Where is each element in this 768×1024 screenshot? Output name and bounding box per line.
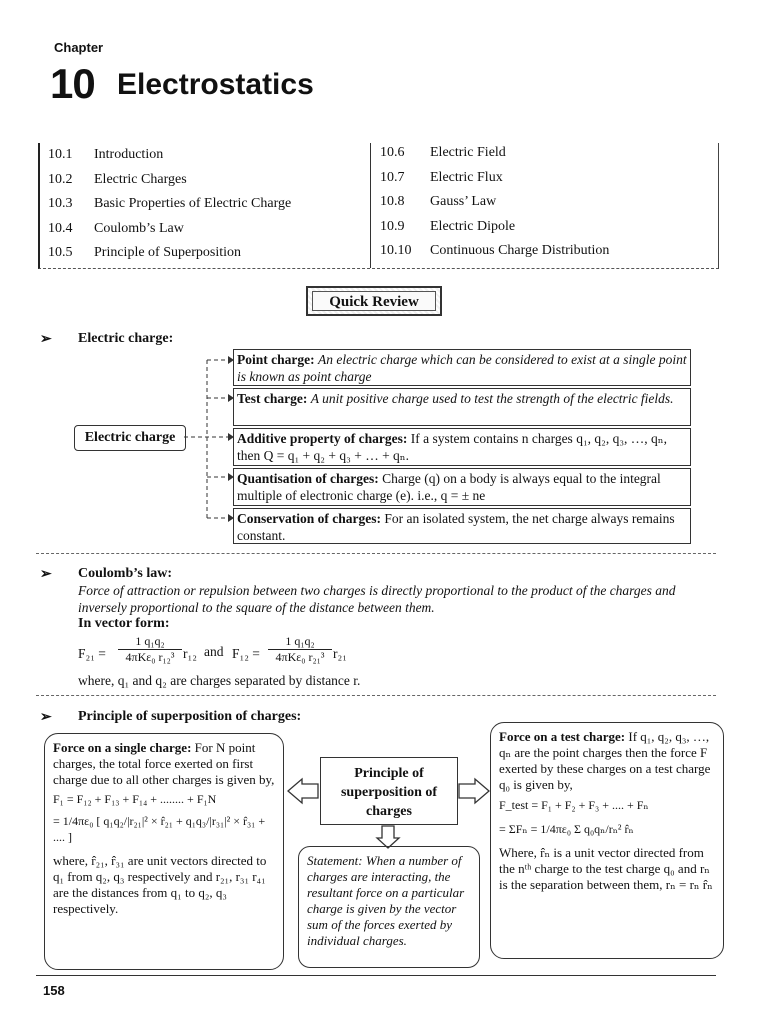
quick-review-label: Quick Review [312, 291, 436, 311]
chapter-title: Electrostatics [117, 68, 314, 101]
toc-item: 10.3 Basic Properties of Electric Charge [48, 196, 292, 211]
divider [36, 553, 716, 554]
bullet-icon: ➢ [40, 567, 52, 582]
bullet-icon: ➢ [40, 332, 52, 347]
test-charge-eq2: = ΣFₙ = 1/4πε₀ Σ q₀qₙ/rₙ² r̂ₙ [499, 822, 634, 836]
vector-form-heading: In vector form: [78, 616, 170, 631]
single-charge-eq2: = 1/4πε₀ [ q₁q₂/|r₂₁|² × r̂₂₁ + q₁q₃/|r₃₁|² × r̂₃₁ + .... ] [53, 814, 266, 844]
test-charge-where: Where, r̂ₙ is a unit vector directed from the nᵗʰ charge to the test charge q₀ and rₙ is the separation between them, rₙ = rₙ r̂ₙ [499, 845, 713, 892]
divider [36, 695, 716, 696]
single-charge-box: Force on a single charge: For N point charges, the total force exerted on first charge due to all other charges is given by, F₁ = F₁₂ + F₁₃ + F₁₄ + ........ + F₁N = 1/4πε₀ [ q₁q₂/|r₂₁|² × r̂₂₁ + q₁q₃/|r₃₁|² × r̂₃₁ + .... ] where, r̂₂₁, r̂₃₁ are unit vectors directed to q₁ from q₂, q₃ respectively and r₂₁, r₃₁ r₄₁ are the distances from q₁ to q₂, q₃ respectively. [44, 733, 284, 970]
conservation-box: Conservation of charges: For an isolated system, the net charge always remains constant. [233, 508, 691, 544]
coulomb-where: where, q₁ and q₂ are charges separated by distance r. [78, 673, 361, 688]
toc-item: 10.4 Coulomb’s Law [48, 220, 184, 236]
test-charge-force-box: Force on a test charge: If q₁, q₂, q₃, …, qₙ are the point charges then the force F exerted by these charges on a test charge q₀ is given by, F_test = F₁ + F₂ + F₃ + .... + Fₙ = ΣFₙ = 1/4πε₀ Σ q₀qₙ/rₙ² r̂ₙ Where, r̂ₙ is a unit vector directed from the nᵗʰ charge to the test charge q₀ and rₙ is the separation between them, rₙ = rₙ r̂ₙ [490, 722, 724, 959]
fraction-denominator: 4πKε₀ r₁₂³ [125, 650, 175, 664]
coulomb-f12-vector: r₂₁ [333, 646, 347, 661]
chapter-label: Chapter [54, 40, 104, 55]
toc-item: 10.5 Principle of Superposition [48, 245, 241, 260]
toc-item: 10.2 Electric Charges [48, 171, 187, 187]
chapter-number: 10 [50, 60, 95, 107]
footer-rule [36, 975, 716, 976]
electric-charge-box: Electric charge [74, 425, 186, 451]
coulomb-definition: Force of attraction or repulsion between two charges is directly proportional to the product of the charges and inversely proportional to the square of the distance between them. [78, 583, 676, 615]
toc-item: 10.6 Electric Field [380, 145, 506, 160]
toc-item: 10.9 Electric Dipole [380, 218, 516, 234]
quantisation-box: Quantisation of charges: Charge (q) on a body is always equal to the integral multiple of electronic charge (e). i.e., q = ± ne [233, 468, 691, 506]
test-charge-box: Test charge: A unit positive charge used to test the strength of the electric fields. [233, 388, 691, 426]
fraction-denominator: 4πKε₀ r₂₁³ [275, 650, 325, 664]
toc-item: 10.7 Electric Flux [380, 169, 503, 185]
point-charge-box: Point charge: An electric charge which can be considered to exist at a single point is known as point charge [233, 349, 691, 386]
coulomb-f21-vector: r₁₂ [183, 646, 197, 661]
coulomb-f12-lhs: F₁₂ = [232, 646, 260, 661]
toc-item: 10.8 Gauss’ Law [380, 194, 497, 209]
page-number: 158 [43, 983, 65, 998]
section-heading-superposition: Principle of superposition of charges: [78, 709, 302, 724]
superposition-center-box: Principle of superposition of charges [320, 757, 458, 825]
toc-item: 10.1 Introduction [48, 147, 164, 162]
coulomb-and: and [204, 644, 224, 659]
coulomb-f12-fraction [268, 634, 332, 665]
toc-item: 10.10 Continuous Charge Distribution [380, 243, 610, 258]
fraction-numerator: 1 q₁q₂ [268, 634, 332, 650]
single-charge-eq1: F₁ = F₁₂ + F₁₃ + F₁₄ + ........ + F₁N [53, 792, 217, 806]
section-heading-electric-charge: Electric charge: [78, 331, 174, 346]
coulomb-f21-fraction [118, 634, 182, 665]
statement-box: Statement: When a number of charges are interacting, the resultant force on a particular charge is given by the vector sum of the forces exerted by individual charges. [298, 846, 480, 968]
test-charge-eq1: F_test = F₁ + F₂ + F₃ + .... + Fₙ [499, 798, 649, 812]
fraction-numerator: 1 q₁q₂ [118, 634, 182, 650]
section-heading-coulomb: Coulomb’s law: [78, 566, 172, 581]
bullet-icon: ➢ [40, 710, 52, 725]
additive-property-box: Additive property of charges: If a system contains n charges q₁, q₂, q₃, …, qₙ, then Q = q₁ + q₂ + q₃ + … + qₙ. [233, 428, 691, 466]
single-charge-where: where, r̂₂₁, r̂₃₁ are unit vectors directed to q₁ from q₂, q₃ respectively and r₂₁, r₃₁ r₄₁ are the distances from q₁ to q₂, q₃ respectively. [53, 853, 267, 916]
coulomb-f21-lhs: F₂₁ = [78, 646, 106, 661]
